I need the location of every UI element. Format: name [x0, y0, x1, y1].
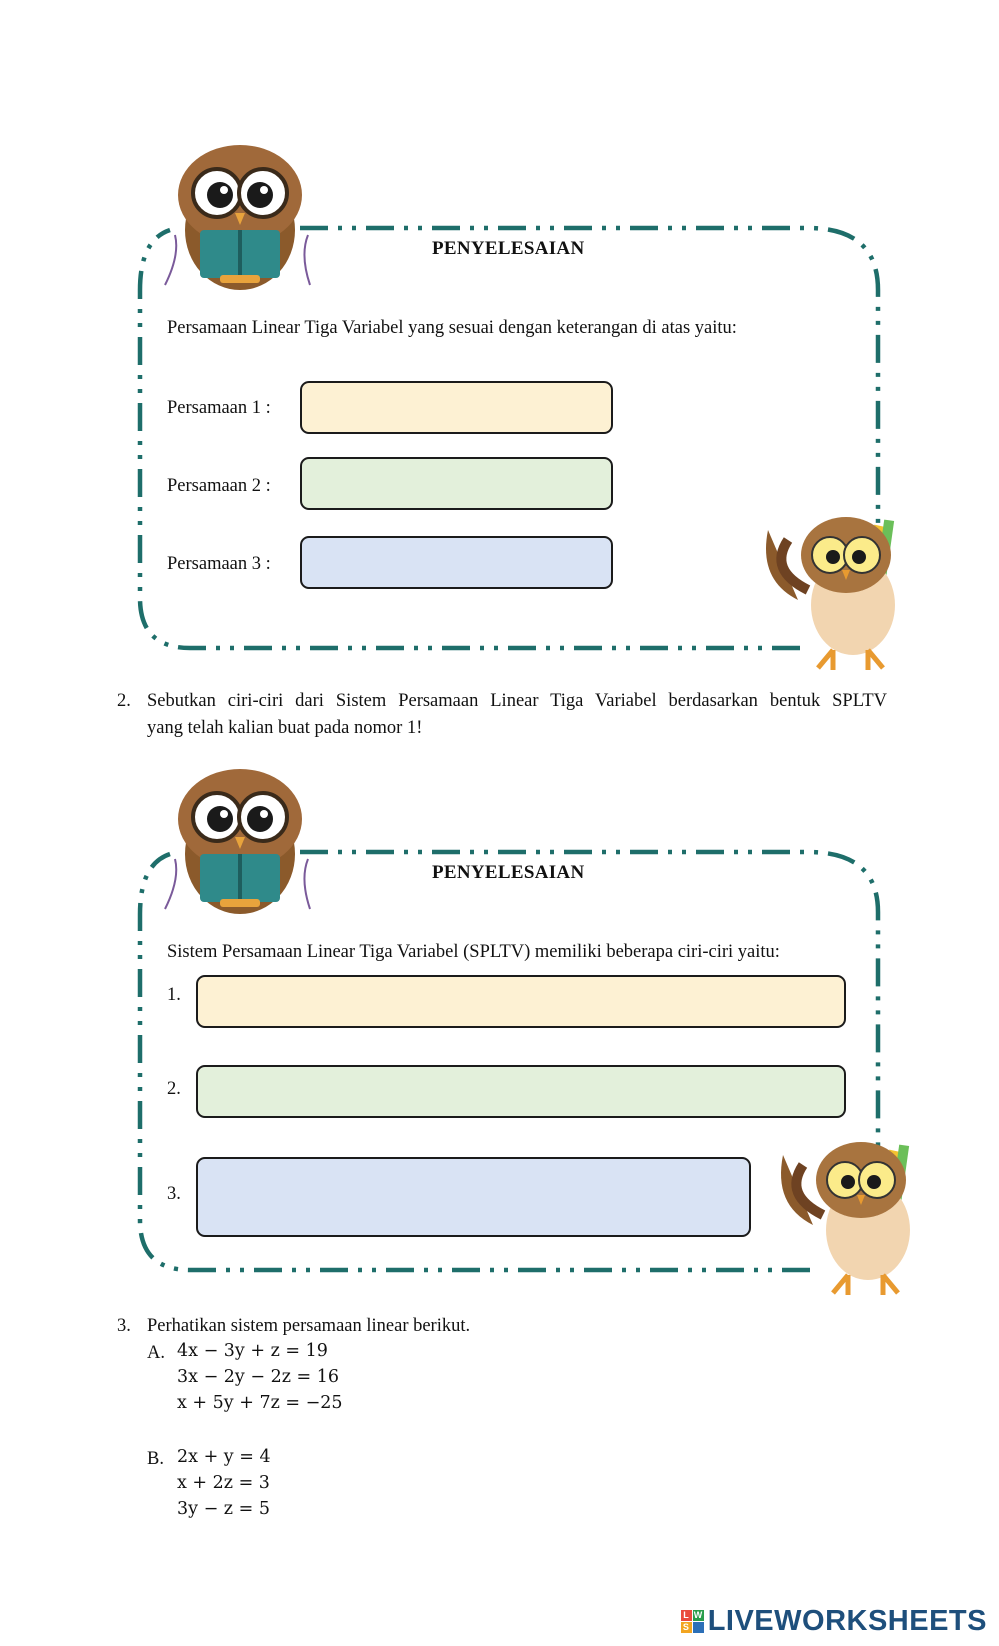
system-a-eq-3: x + 5y + 7z = −25: [177, 1393, 343, 1413]
feature-input-2[interactable]: [196, 1065, 846, 1118]
section-intro: Persamaan Linear Tiga Variabel yang sesuai dengan keterangan di atas yaitu:: [167, 318, 737, 338]
feature-input-3[interactable]: [196, 1157, 751, 1237]
system-b-eq-2: x + 2z = 3: [177, 1473, 270, 1493]
owl-reading-illustration: [160, 759, 320, 919]
system-b-eq-1: 2x + y = 4: [177, 1447, 271, 1467]
feature-label-1: 1.: [167, 985, 181, 1005]
owl-reading-illustration: [160, 135, 320, 295]
system-a-label: A.: [147, 1343, 165, 1363]
question-2-line-1: Sebutkan ciri-ciri dari Sistem Persamaan Linear Tiga Variabel berdasarkan bentuk SPLTV: [147, 691, 887, 711]
section-title: PENYELESAIAN: [432, 238, 585, 259]
system-b-label: B.: [147, 1449, 164, 1469]
owl-pencil-illustration: [758, 510, 918, 675]
equation-input-2[interactable]: [300, 457, 613, 510]
feature-input-1[interactable]: [196, 975, 846, 1028]
section-intro: Sistem Persamaan Linear Tiga Variabel (SPLTV) memiliki beberapa ciri-ciri yaitu:: [167, 942, 780, 962]
question-2-number: 2.: [117, 691, 131, 711]
feature-label-2: 2.: [167, 1079, 181, 1099]
liveworksheets-logo[interactable]: [681, 1605, 987, 1638]
question-3-number: 3.: [117, 1316, 131, 1336]
question-3-text: Perhatikan sistem persamaan linear berikut.: [147, 1316, 471, 1336]
equation-label-2: Persamaan 2 :: [167, 476, 271, 496]
logo-badge-icon: L W S: [681, 1610, 704, 1633]
system-a-eq-2: 3x − 2y − 2z = 16: [177, 1367, 340, 1387]
system-a-eq-1: 4x − 3y + z = 19: [177, 1341, 328, 1361]
equation-label-3: Persamaan 3 :: [167, 554, 271, 574]
feature-label-3: 3.: [167, 1184, 181, 1204]
equation-input-1[interactable]: [300, 381, 613, 434]
question-2-line-2: yang telah kalian buat pada nomor 1!: [147, 718, 423, 738]
section-title: PENYELESAIAN: [432, 862, 585, 883]
equation-label-1: Persamaan 1 :: [167, 398, 271, 418]
system-b-eq-3: 3y − z = 5: [177, 1499, 270, 1519]
owl-pencil-illustration: [773, 1135, 933, 1300]
equation-input-3[interactable]: [300, 536, 613, 589]
logo-text: LIVEWORKSHEETS: [707, 1605, 987, 1637]
